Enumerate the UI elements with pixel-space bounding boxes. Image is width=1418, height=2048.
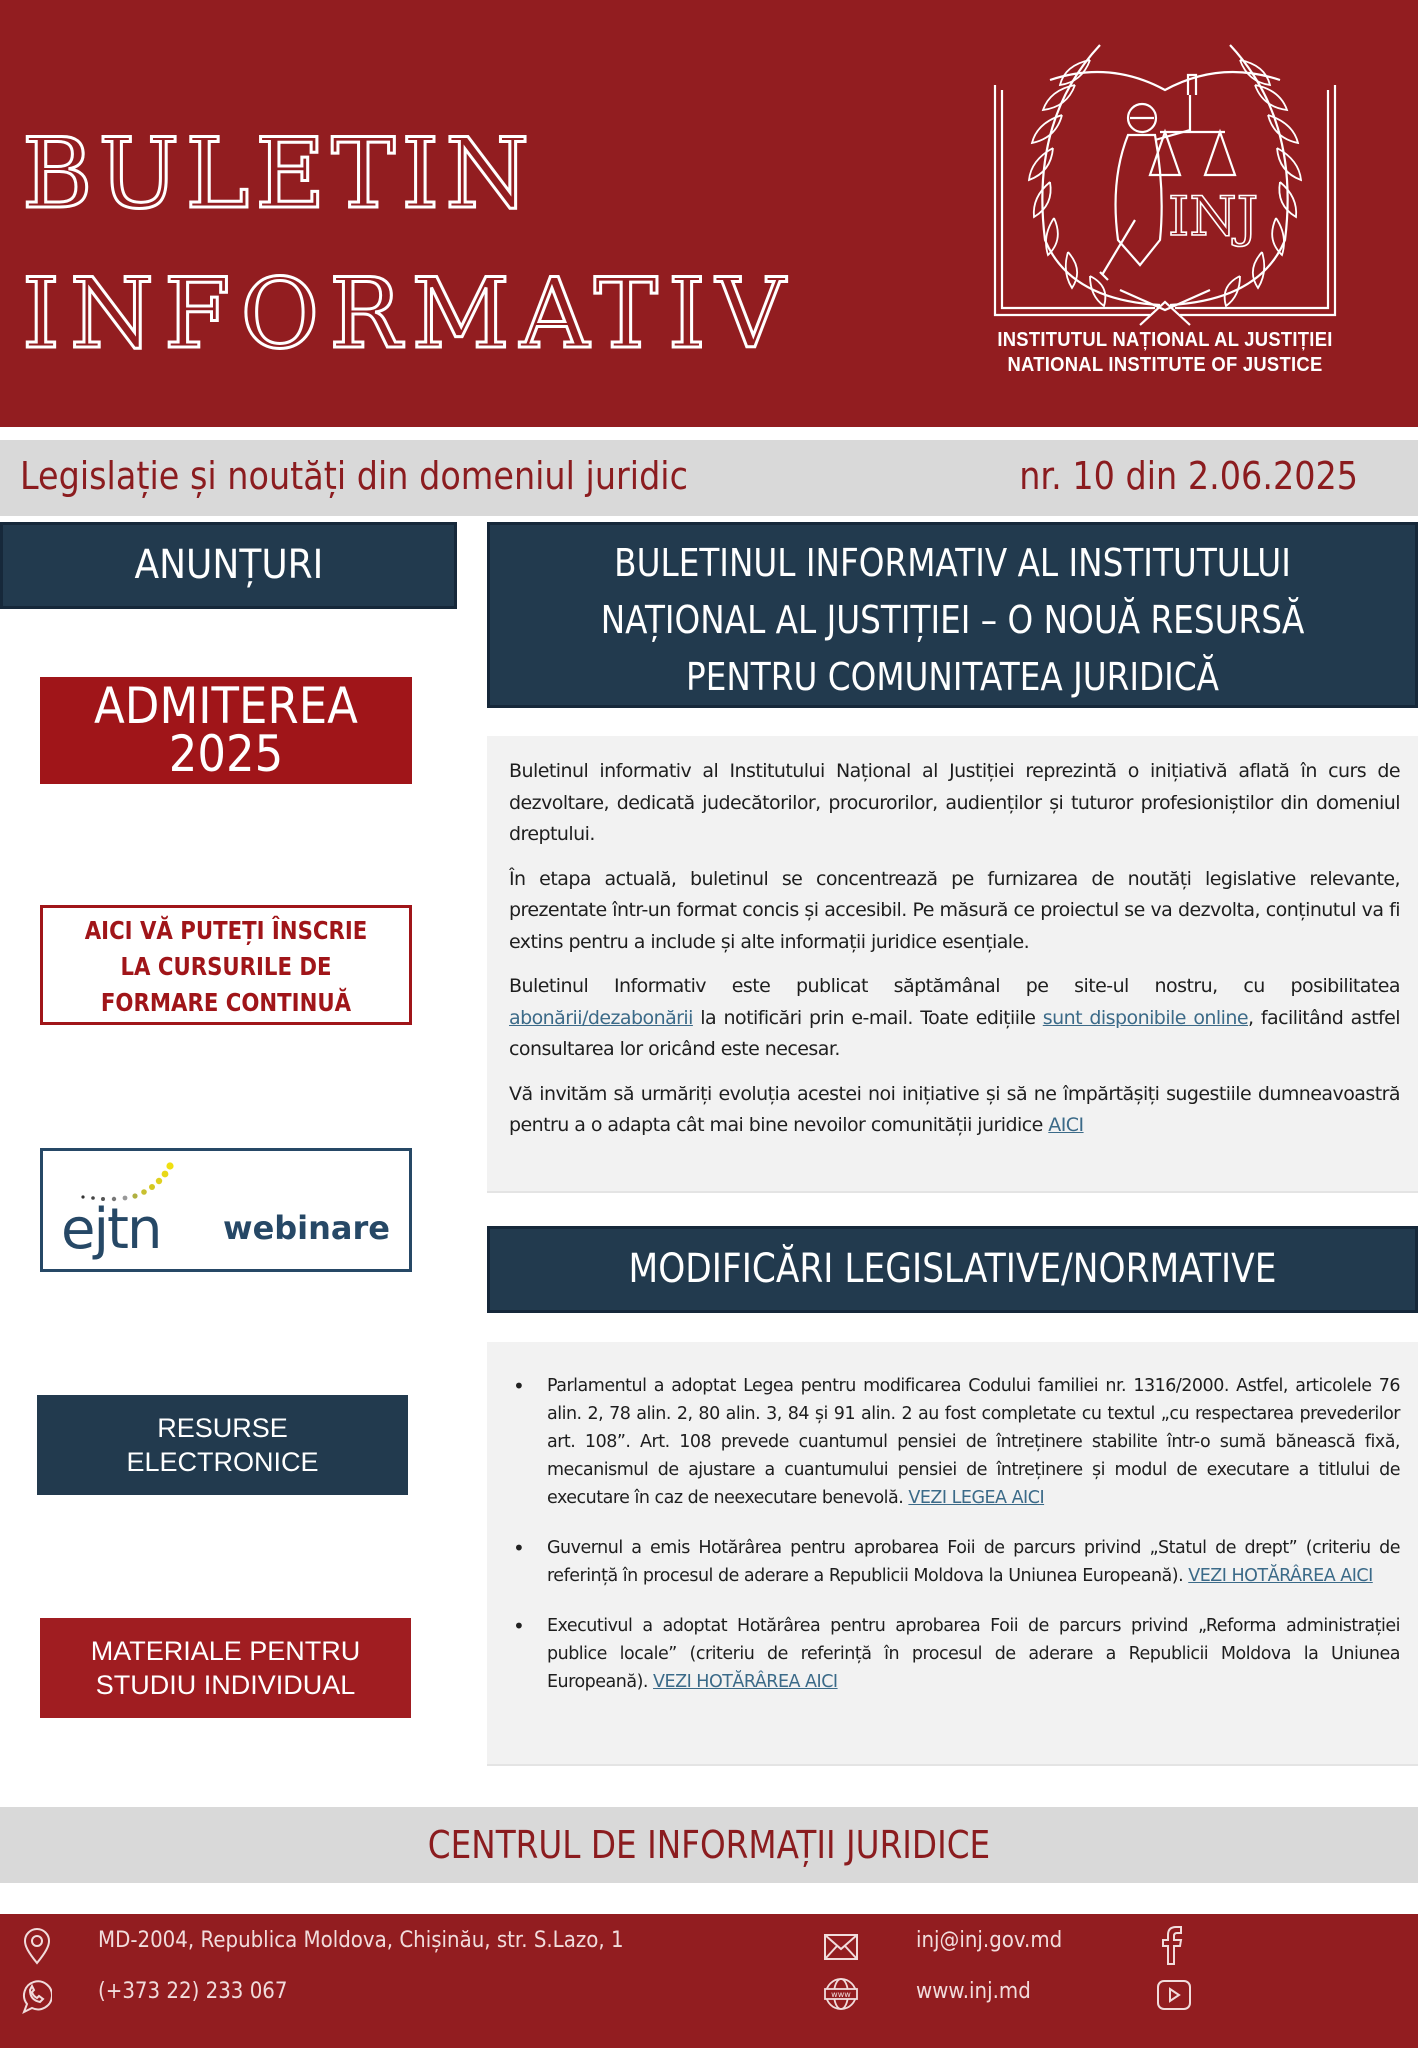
p3-text-3: , facilitând astfel consultarea lor oricând este necesar. <box>509 1006 1400 1060</box>
list-item <box>509 1612 1400 1696</box>
logo-caption-en: NATIONAL INSTITUTE OF JUSTICE <box>1007 354 1323 376</box>
resources-label-line1: RESURSE <box>157 1413 288 1443</box>
resources-label-line2: ELECTRONICE <box>126 1447 319 1477</box>
list-item <box>509 1372 1400 1512</box>
materials-label-line1: MATERIALE PENTRU <box>90 1636 361 1666</box>
svg-text:INJ: INJ <box>1168 185 1259 248</box>
enroll-label-line2: LA CURSURILE DE <box>120 952 332 981</box>
location-pin-icon <box>20 1926 54 1966</box>
footer-phone: (+373 22) 233 067 <box>98 1979 288 2004</box>
intro-heading-line1: BULETINUL INFORMATIV AL INSTITUTULUI <box>614 541 1291 585</box>
list-item <box>509 1534 1400 1590</box>
p4-text: Vă invităm să urmăriți evoluția acestei noi inițiative și să ne împărtășiți sugestiile dumneavoastră pentru a o adapta cât mai bine nevoilor comunității juridice <box>509 1082 1400 1136</box>
legal-info-center-label: CENTRUL DE INFORMAȚII JURIDICE <box>427 1823 991 1867</box>
materials-label-line2: STUDIU INDIVIDUAL <box>95 1670 356 1700</box>
item-text: Parlamentul a adoptat Legea pentru modificarea Codului familiei nr. 1316/2000. Astfel, articolele 76 alin. 2, 78 alin. 2, 80 alin. 3, 84 și 91 alin. 2 au fost completate cu textul „cu respectarea prevederilor art. 108”. Art. 108 prevede cuantumul pensiei de întreținere stabilite într-o sumă bănească fixă, mecanismul de ajustare a cuantumului pensiei de întreținere și modul de executare a titlului de executare în caz de neexecutare benevolă. <box>547 1376 1400 1508</box>
p3-text-1: Buletinul Informativ este publicat săptămânal pe site-ul nostru, cu posibilitatea <box>509 975 1400 997</box>
p3-text-2: la notificări prin e-mail. Toate edițiile <box>692 1006 1043 1029</box>
intro-paragraph-1: Buletinul informativ al Institutului Național al Justiției reprezintă o inițiativă aflată în curs de dezvoltare, dedicată judecătorilor, procurorilor, audienților și tuturor profesioniștilor din domeniul dreptului. <box>509 760 1400 845</box>
footer-website[interactable]: www.inj.md <box>916 1979 1031 2004</box>
issue-number: nr. 10 din 2.06.2025 <box>1019 454 1358 498</box>
svg-text:www: www <box>831 1990 851 1999</box>
footer-email[interactable]: inj@inj.gov.md <box>916 1928 1063 1953</box>
ejtn-logo: ejtn <box>61 1197 161 1262</box>
admission-label-line2: 2025 <box>168 725 284 783</box>
view-decision-link[interactable]: VEZI HOTĂRÂREA AICI <box>1188 1566 1373 1586</box>
legislative-changes-list <box>509 1372 1400 1696</box>
view-decision-link[interactable]: VEZI HOTĂRÂREA AICI <box>653 1672 838 1692</box>
legislative-changes-box <box>487 1342 1418 1766</box>
intro-heading-line3: PENTRU COMUNITATEA JURIDICĂ <box>685 655 1219 699</box>
masthead <box>0 0 1418 427</box>
enroll-continuing-training-button[interactable] <box>40 905 412 1025</box>
enroll-label-line1: AICI VĂ PUTEȚI ÎNSCRIE <box>84 916 368 945</box>
subscribe-unsubscribe-link[interactable]: abonării/dezabonării <box>509 1006 693 1029</box>
view-law-link[interactable]: VEZI LEGEA AICI <box>908 1488 1045 1508</box>
intro-paragraph-3 <box>509 971 1400 1066</box>
item-text: Guvernul a emis Hotărârea pentru aprobarea Foii de parcurs privind „Statul de drept” (criteriu de referință în procesul de aderare a Republicii Moldova la Uniunea Europeană). <box>547 1538 1400 1586</box>
legislative-changes-heading: MODIFICĂRI LEGISLATIVE/NORMATIVE <box>487 1226 1418 1313</box>
webinars-label: webinare <box>223 1209 390 1247</box>
logo-caption <box>981 328 1349 378</box>
admission-label-line1: ADMITEREA <box>94 677 358 735</box>
inj-logo-icon <box>990 40 1340 330</box>
self-study-materials-button[interactable] <box>40 1618 411 1718</box>
envelope-icon <box>823 1932 859 1962</box>
announcements-heading: ANUNȚURI <box>0 522 457 609</box>
tagline: Legislație și noutăți din domeniul juridic <box>20 454 688 498</box>
facebook-icon[interactable] <box>1160 1924 1184 1966</box>
intro-heading-line2: NAȚIONAL AL JUSTIȚIEI – O NOUĂ RESURSĂ <box>600 598 1305 642</box>
masthead-title-line1: BULETIN <box>22 118 536 230</box>
whatsapp-phone-icon <box>18 1976 52 2016</box>
intro-paragraph-2: În etapa actuală, buletinul se concentrează pe furnizarea de noutăți legislative relevante, prezentate într-un format concis și accesibil. Pe măsură ce proiectul se va dezvolta, conținutul va fi extins pentru a include și alte informații juridice esențiale. <box>509 867 1400 953</box>
logo-caption-ro: INSTITUTUL NAȚIONAL AL JUSTIȚIEI <box>997 329 1333 351</box>
intro-paragraph-4 <box>509 1079 1400 1142</box>
available-online-link[interactable]: sunt disponibile online <box>1042 1006 1248 1029</box>
footer-address: MD-2004, Republica Moldova, Chișinău, str. S.Lazo, 1 <box>98 1928 624 1953</box>
ejtn-webinars-button[interactable] <box>40 1148 412 1272</box>
intro-text-box <box>487 736 1418 1193</box>
feedback-here-link[interactable]: AICI <box>1048 1114 1084 1136</box>
admission-2025-button[interactable] <box>40 677 412 784</box>
youtube-icon[interactable] <box>1156 1978 1192 2012</box>
subheader-bar <box>0 440 1418 516</box>
footer <box>0 1914 1418 2048</box>
intro-heading <box>487 522 1418 708</box>
legal-info-center-banner <box>0 1807 1418 1883</box>
electronic-resources-button[interactable] <box>37 1395 408 1495</box>
enroll-label-line3: FORMARE CONTINUĂ <box>100 988 352 1017</box>
item-text: Executivul a adoptat Hotărârea pentru aprobarea Foii de parcurs privind „Reforma administrației publice locale” (criteriu de referință în procesul de aderare a Republicii Moldova la Uniunea Europeană). <box>547 1616 1400 1692</box>
masthead-title-line2: INFORMATIV <box>22 258 796 370</box>
globe-www-icon <box>823 1976 859 2012</box>
